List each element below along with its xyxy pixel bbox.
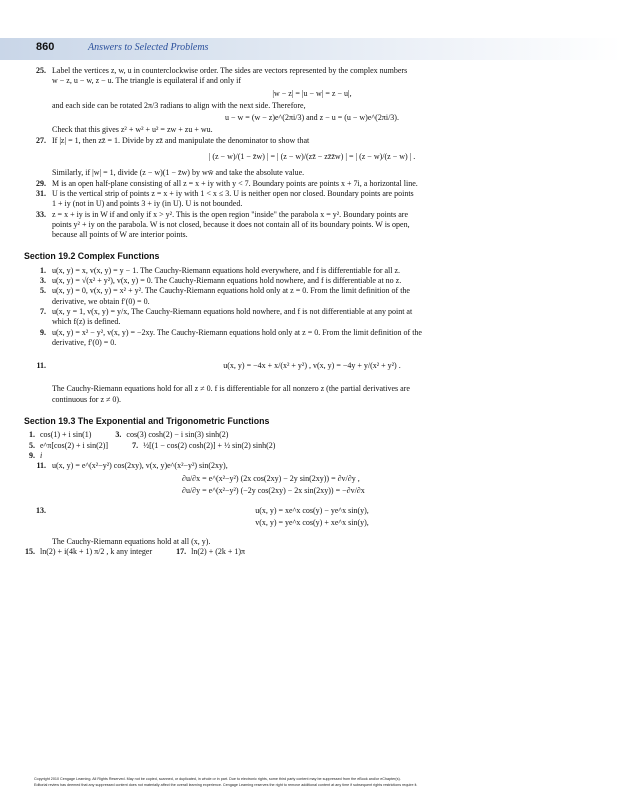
answer-line: u(x, y = 1, v(x, y) = y/x, The Cauchy-Riemann equations hold nowhere, and f is not differentiable at any point at <box>52 306 413 316</box>
answer-number: 15. <box>25 546 35 556</box>
answer-inline <box>29 451 42 461</box>
answer-number: 3. <box>40 276 46 286</box>
answer-number: 11. <box>36 361 46 371</box>
answer-line: u(x, y) = e^(x²−y²) cos(2xy), v(x, y)e^(x²−y²) sin(2xy), <box>52 461 228 471</box>
answer-11b <box>24 461 572 496</box>
answer-inline <box>29 430 91 440</box>
answer-number: 31. <box>36 188 46 198</box>
answer-31 <box>24 189 572 210</box>
answer-line: 1 + iy (not in U) and points 3 + iy (in U). U is not bounded. <box>52 199 243 209</box>
answer-number: 9. <box>29 450 35 460</box>
answer-line: w − z, u − w, z − u. The triangle is equilateral if and only if <box>52 76 242 86</box>
answer-line: derivative, f′(0) = 0. <box>52 337 117 347</box>
display-equation: u(x, y) = xe^x cos(y) − ye^x sin(y), <box>255 506 369 516</box>
answer-line: continuous for z ≠ 0). <box>52 394 122 404</box>
answer-text: cos(1) + i sin(1) <box>40 430 92 440</box>
answer-line: M is an open half-plane consisting of all z = x + iy with y < 7. Boundary points are points x + 7i, a horizontal line. <box>52 178 418 188</box>
answer-25 <box>24 66 572 136</box>
answer-row <box>24 547 572 557</box>
answer-line: Check that this gives z² + w² + u² = zw + zu + wu. <box>52 125 213 135</box>
running-title: Answers to Selected Problems <box>88 42 209 53</box>
answer-29 <box>24 179 572 189</box>
answer-inline <box>132 441 275 451</box>
answer-number: 25. <box>36 66 46 75</box>
answer-line: and each side can be rotated 2π/3 radians to align with the next side. Therefore, <box>52 100 306 110</box>
display-equation: u(x, y) = −4x + x/(x² + y²) , v(x, y) = −4y + y/(x² + y²) . <box>223 361 401 371</box>
answer-27 <box>24 136 572 179</box>
answer-number: 27. <box>36 135 46 145</box>
content <box>24 66 572 557</box>
answer-row <box>24 451 572 461</box>
copyright-footer <box>34 776 594 788</box>
answer-number: 9. <box>40 327 46 337</box>
answer-number: 7. <box>40 306 46 316</box>
answer-text: ln(2) + (2k + 1)π <box>191 546 246 556</box>
answer-3 <box>24 276 572 286</box>
section-heading: Section 19.3 The Exponential and Trigonometric Functions <box>24 416 270 427</box>
answer-number: 13. <box>36 506 46 516</box>
answer-5 <box>24 286 572 307</box>
answer-line: u(x, y) = √(x² + y²), v(x, y) = 0. The Cauchy-Riemann equations hold nowhere, and f is differentiable at no z. <box>52 276 402 286</box>
answer-11 <box>24 361 572 405</box>
answer-line: which f(z) is defined. <box>52 317 121 327</box>
footer-line: Editorial review has deemed that any suppressed content does not materially affect the overall learning experience. Cengage Learning reserves the right to remove additional content at any time if subsequent rights restrictions require it. <box>34 783 418 787</box>
answer-line: u(x, y) = x, v(x, y) = y − 1. The Cauchy-Riemann equations hold everywhere, and f is differentiable for all z. <box>52 265 401 275</box>
answer-line: The Cauchy-Riemann equations hold at all (x, y). <box>52 536 211 546</box>
answer-line: Label the vertices z, w, u in counterclockwise order. The sides are vectors represented by the complex numbers <box>52 66 408 75</box>
answer-row <box>24 441 572 451</box>
answer-number: 1. <box>40 265 46 275</box>
answer-text: i <box>40 450 43 460</box>
answer-row <box>24 430 572 440</box>
page-number: 860 <box>36 41 55 53</box>
display-equation: |w − z| = |u − w| = z − u|, <box>272 88 352 98</box>
display-equation: v(x, y) = ye^x cos(y) + xe^x sin(y), <box>255 518 369 528</box>
answer-1 <box>24 266 572 276</box>
answer-line: points y² + iy on the parabola. W is not closed, because it does not contain all of its boundary points. W is open, <box>52 219 410 229</box>
answer-text: ln(2) + i(4k + 1) π/2 , k any integer <box>40 546 153 556</box>
answer-13 <box>24 506 572 547</box>
answer-7 <box>24 307 572 328</box>
display-equation: | (z − w)/(1 − z̄w) | = | (z − w)/(zz̄ − zz̄z̄w) | = | (z − w)/(z − w) | . <box>208 152 416 162</box>
answer-number: 17. <box>176 546 187 556</box>
answer-line: Similarly, if |w| = 1, divide (z − w)(1 − z̄w) by ww̄ and take the absolute value. <box>52 168 305 178</box>
answer-number: 3. <box>115 430 122 440</box>
answer-number: 29. <box>36 178 46 188</box>
answer-line: z = x + iy is in W if and only if x > y². This is the open region "inside" the parabola x = y². Boundary points are <box>52 209 408 219</box>
answer-number: 1. <box>29 430 35 440</box>
answer-inline <box>176 547 245 557</box>
answer-line: u(x, y) = x² − y², v(x, y) = −2xy. The Cauchy-Riemann equations hold only at z = 0. From the limit definition of the <box>52 327 422 337</box>
section-heading: Section 19.2 Complex Functions <box>24 251 160 262</box>
answer-line: The Cauchy-Riemann equations hold for all z ≠ 0. f is differentiable for all nonzero z (the partial derivatives are <box>52 384 410 394</box>
answer-line: derivative, we obtain f′(0) = 0. <box>52 296 150 306</box>
footer-line: Copyright 2010 Cengage Learning. All Rights Reserved. May not be copied, scanned, or duplicated, in whole or in part. Due to electronic rights, some third party content may be suppressed from the eBook and/or eChapter(s). <box>34 777 401 781</box>
answer-text: ½[(1 − cos(2) cosh(2)] + ½ sin(2) sinh(2) <box>143 440 276 450</box>
answer-number: 5. <box>40 286 46 296</box>
answer-line: U is the vertical strip of points z = x + iy with 1 < x ≤ 3. U is neither open nor closed. Boundary points are points <box>52 188 414 198</box>
display-equation: ∂u/∂x = e^(x²−y²) (2x cos(2xy) − 2y sin(2xy)) = ∂v/∂y , <box>182 473 360 483</box>
display-equation: u − w = (w − z)e^(2πi/3) and z − u = (u − w)e^(2πi/3). <box>225 113 399 123</box>
answer-inline <box>115 430 228 440</box>
answer-line: If |z| = 1, then zz̄ = 1. Divide by zz̄ and manipulate the denominator to show that <box>52 135 310 145</box>
answer-line: u(x, y) = 0, v(x, y) = x² + y². The Cauchy-Riemann equations hold only at z = 0. From the limit definition of the <box>52 286 410 296</box>
answer-number: 11. <box>36 461 46 471</box>
answer-text: e^π[cos(2) + i sin(2)] <box>40 440 109 450</box>
display-equation: ∂u/∂y = e^(x²−y²) (−2y cos(2xy) − 2x sin(2xy)) = −∂v/∂x <box>182 485 365 495</box>
answer-inline <box>25 547 152 557</box>
answer-number: 5. <box>29 440 35 450</box>
answer-number: 7. <box>132 440 139 450</box>
answer-number: 33. <box>36 209 46 219</box>
answer-inline <box>29 441 108 451</box>
answer-33 <box>24 210 572 241</box>
answer-line: because all points of W are interior points. <box>52 230 188 240</box>
answer-9 <box>24 328 572 349</box>
answer-text: cos(3) cosh(2) − i sin(3) sinh(2) <box>126 430 229 440</box>
